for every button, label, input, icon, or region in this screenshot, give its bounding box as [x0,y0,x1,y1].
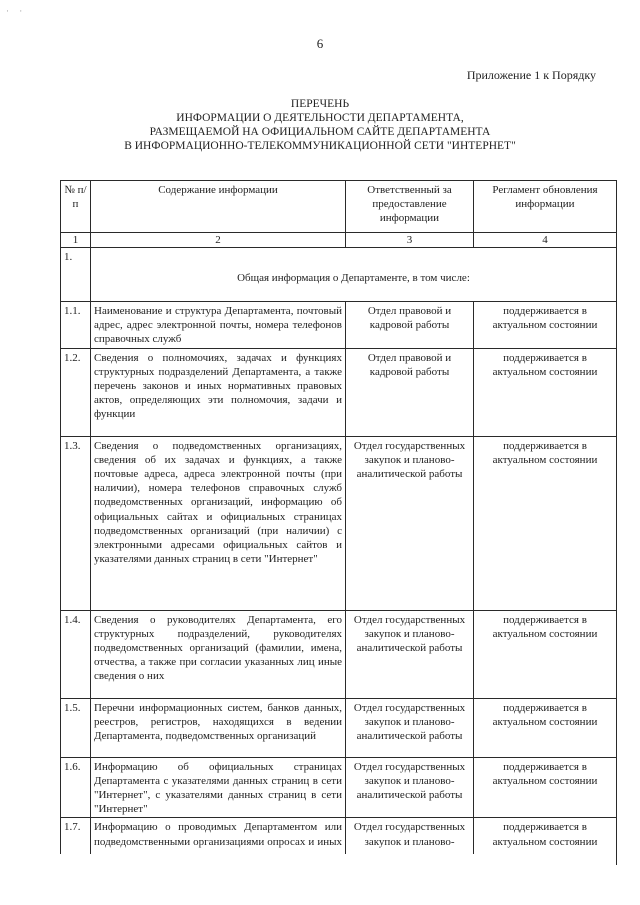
row-regulation-text: поддерживается в актуальном состоянии [492,760,598,787]
row-regulation [474,348,617,436]
table-row [61,348,617,436]
table-row [61,302,617,349]
row-regulation-text: поддерживается в актуальном состоянии [492,821,598,848]
row-num: 1.6. [61,757,91,818]
information-list-table [60,180,617,865]
table-row [61,436,617,610]
row-content: Сведения о руководителях Департамента, его структурных подразделений, руководителях подведомственных организаций (фамилии, имена, отчества, а также при согласии указанных лиц иные сведения о них [91,610,346,698]
row-regulation-text: поддерживается в актуальном состоянии [492,351,598,378]
header-regulation: Регламент обновления информации [474,181,617,233]
table-header-row [61,181,617,233]
title-line: РАЗМЕЩАЕМОЙ НА ОФИЦИАЛЬНОМ САЙТЕ ДЕПАРТАМЕНТА [149,126,491,138]
column-index: 3 [346,233,474,248]
group-row [61,248,617,302]
row-regulation-text: поддерживается в актуальном состоянии [492,701,598,728]
column-index: 2 [91,233,346,248]
row-num: 1.3. [61,436,91,610]
row-content: Информацию о проводимых Департаментом или подведомственными организациями опросах и иных [91,818,346,865]
group-num: 1. [61,248,91,302]
row-regulation [474,302,617,349]
row-regulation-text: поддерживается в актуальном состоянии [492,305,598,332]
row-content: Перечни информационных систем, банков данных, реестров, регистров, находящихся в ведении Департамента, подведомственных организаций [91,698,346,757]
title-line: В ИНФОРМАЦИОННО-ТЕЛЕКОММУНИКАЦИОННОЙ СЕТИ "ИНТЕРНЕТ" [124,140,516,152]
header-num: № п/п [61,181,91,233]
row-responsible: Отдел государственных закупок и планово-аналитической работы [346,610,474,698]
row-content: Наименование и структура Департамента, почтовый адрес, адрес электронной почты, номера телефонов справочных служб [91,302,346,349]
row-num: 1.4. [61,610,91,698]
row-num: 1.1. [61,302,91,349]
row-content: Информацию об официальных страницах Департамента с указателями данных страниц в сети "Интернет", с указателями данных страниц в сети "Интернет" [91,757,346,818]
row-num: 1.5. [61,698,91,757]
document-title [0,97,640,153]
page-bottom-margin [60,854,616,905]
page-number: 6 [316,36,324,51]
row-content: Сведения о подведомственных организациях, сведения об их задачах и функциях, а также почтовые адреса, адреса электронной почты (при наличии), номера телефонов справочных служб подведомственных организаций, информацию об официальных сайтах и официальных страницах подведомственных организаций (при наличии) с электронными адресами официальных сайтов и указателями данных страниц в сети "Интернет" [91,436,346,610]
table-row [61,610,617,698]
scan-artifact: · · [6,6,27,16]
row-responsible: Отдел государственных закупок и планово-аналитической работы [346,436,474,610]
group-title: Общая информация о Департаменте, в том числе: [91,248,617,302]
row-responsible: Отдел государственных закупок и планово-аналитической работы [346,757,474,818]
column-index-row [61,233,617,248]
table-row [61,698,617,757]
column-index: 4 [474,233,617,248]
title-line: ПЕРЕЧЕНЬ [290,98,350,110]
row-regulation [474,610,617,698]
row-content: Сведения о полномочиях, задачах и функциях структурных подразделений Департамента, а также перечень законов и иных нормативных правовых актов, определяющих эти полномочия, задачи и функции [91,348,346,436]
row-responsible: Отдел правовой и кадровой работы [346,348,474,436]
header-content: Содержание информации [91,181,346,233]
row-regulation-text: поддерживается в актуальном состоянии [492,613,598,640]
row-num: 1.2. [61,348,91,436]
row-regulation [474,757,617,818]
row-responsible: Отдел правовой и кадровой работы [346,302,474,349]
appendix-note: Приложение 1 к Порядку [466,68,596,82]
row-regulation-text: поддерживается в актуальном состоянии [492,439,598,466]
title-line: ИНФОРМАЦИИ О ДЕЯТЕЛЬНОСТИ ДЕПАРТАМЕНТА, [176,112,464,124]
row-responsible: Отдел государственных закупок и планово-аналитической работы [346,698,474,757]
row-regulation [474,436,617,610]
header-responsible: Ответственный за предоставление информации [346,181,474,233]
table-row [61,757,617,818]
row-num: 1.7. [61,818,91,865]
row-regulation [474,698,617,757]
column-index: 1 [61,233,91,248]
row-responsible: Отдел государственных закупок и планово- [346,818,474,865]
